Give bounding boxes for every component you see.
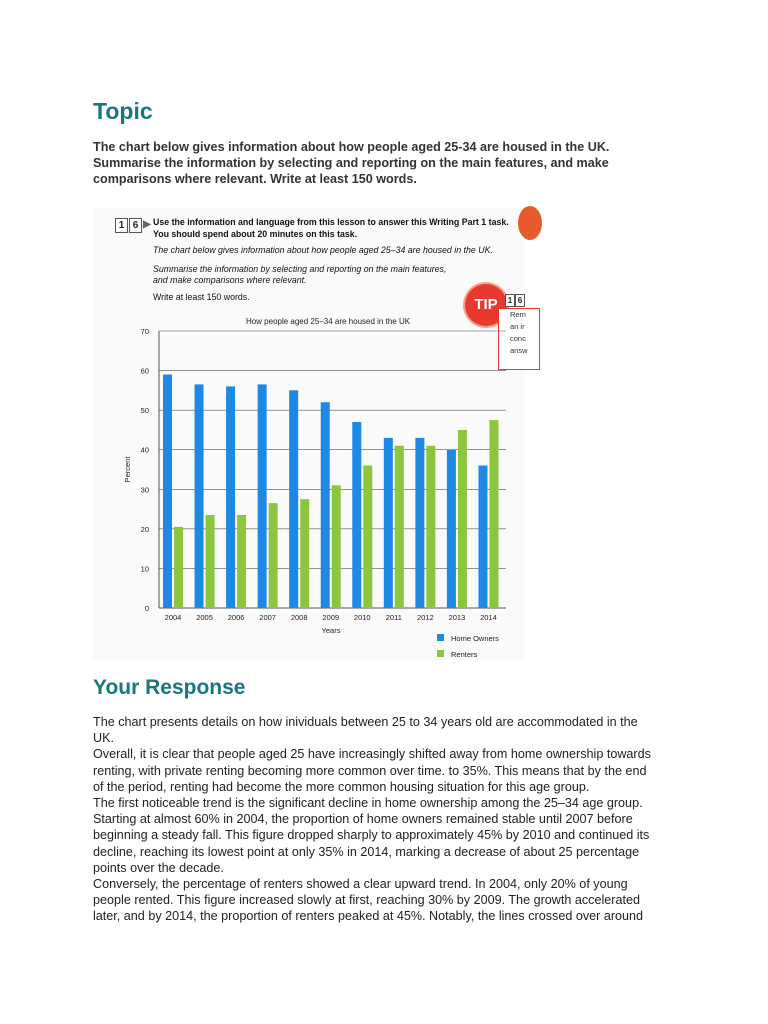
x-tick-label: 2009: [322, 613, 340, 622]
bar-home-owners: [195, 384, 204, 608]
response-line: UK.: [93, 731, 114, 746]
bar-home-owners: [321, 402, 330, 608]
y-tick-label: 0: [144, 604, 149, 613]
task-figure: [93, 208, 528, 660]
x-tick-label: 2012: [417, 613, 434, 622]
bar-home-owners: [415, 438, 424, 608]
response-line: later, and by 2014, the proportion of renters peaked at 45%. Notably, the lines crossed over around: [93, 909, 644, 924]
response-line: Conversely, the percentage of renters showed a clear upward trend. In 2004, only 20% of young: [93, 877, 628, 892]
lesson-badge-digit: 6: [129, 218, 142, 233]
bar-renters: [426, 446, 435, 608]
bar-renters: [489, 420, 498, 608]
instruction-line: You should spend about 20 minutes on this task.: [153, 229, 358, 239]
tip-badge-digit: 1: [505, 294, 515, 307]
x-tick-label: 2010: [353, 613, 371, 622]
tip-fragment: an ir: [510, 322, 525, 331]
bar-home-owners: [352, 422, 361, 608]
response-line: beginning a steady fall. This figure dropped sharply to approximately 45% by 2010 and continued its: [93, 828, 650, 843]
bar-home-owners: [384, 438, 393, 608]
response-line: Starting at almost 60% in 2004, the proportion of home owners remained stable until 2007 before: [93, 812, 633, 827]
response-line: people rented. This figure increased slowly at first, reaching 30% by 2009. The growth accelerated: [93, 893, 640, 908]
x-tick-label: 2013: [448, 613, 466, 622]
tip-lesson-badge: [505, 294, 525, 307]
bar-renters: [269, 503, 278, 608]
x-tick-label: 2005: [196, 613, 213, 622]
y-tick-label: 40: [140, 445, 149, 455]
x-tick-label: 2007: [259, 613, 276, 622]
tip-fragment: answ: [510, 346, 528, 355]
response-line: Overall, it is clear that people aged 25 have increasingly shifted away from home ownership towards: [93, 747, 651, 762]
response-line: decline, reaching its lowest point at only 35% in 2014, marking a decrease of about 25 percentage: [93, 844, 640, 859]
chart-title: How people aged 25–34 are housed in the UK: [245, 317, 411, 326]
bar-home-owners: [163, 375, 172, 608]
x-tick-label: 2011: [385, 613, 402, 622]
topic-prompt-line: The chart below gives information about how people aged 25-34 are housed in the UK.: [93, 140, 610, 154]
response-heading: Your Response: [93, 676, 246, 699]
response-line: The first noticeable trend is the significant decline in home ownership among the 25–34 age group.: [93, 796, 643, 811]
bar-home-owners: [226, 386, 235, 608]
y-tick-label: 60: [140, 366, 149, 376]
x-tick-label: 2004: [164, 613, 182, 622]
lesson-badge: [115, 218, 152, 233]
housing-bar-chart: [93, 308, 524, 660]
y-tick-label: 30: [140, 485, 149, 495]
tip-fragment: conc: [510, 334, 526, 343]
tip-badge: TIP: [465, 284, 507, 326]
y-tick-label: 70: [140, 327, 149, 336]
lesson-badge-digit: 1: [115, 218, 128, 233]
bar-renters: [363, 466, 372, 608]
decorative-circle: [518, 206, 542, 240]
topic-heading: Topic: [93, 98, 153, 124]
bar-home-owners: [478, 466, 487, 608]
instruction-line: Summarise the information by selecting and reporting on the main features,: [153, 264, 447, 274]
bar-renters: [174, 527, 183, 608]
instruction-line: and make comparisons where relevant.: [153, 275, 307, 285]
topic-prompt: [93, 139, 673, 187]
response-line: points over the decade.: [93, 860, 224, 875]
response-line: The chart presents details on how inividuals between 25 to 34 years old are accommodated in the: [93, 715, 638, 729]
bar-renters: [332, 485, 341, 608]
response-line: renting, with private renting becoming more common over time. to 35%. This means that by the end: [93, 763, 647, 778]
bar-home-owners: [447, 450, 456, 608]
tip-fragment: Rem: [510, 310, 526, 319]
bar-home-owners: [258, 384, 267, 608]
instruction-line: Use the information and language from this lesson to answer this Writing Part 1 task.: [153, 217, 509, 227]
y-axis-label: Percent: [123, 456, 132, 483]
y-tick-label: 10: [140, 564, 149, 574]
response-text: [93, 714, 671, 925]
x-tick-label: 2014: [480, 613, 497, 622]
topic-prompt-line: comparisons where relevant. Write at least 150 words.: [93, 172, 417, 186]
y-tick-label: 20: [140, 524, 149, 534]
y-tick-label: 50: [140, 406, 149, 416]
bar-renters: [206, 515, 215, 608]
bar-renters: [237, 515, 246, 608]
x-tick-label: 2006: [227, 613, 245, 622]
x-tick-label: 2008: [290, 613, 308, 622]
instruction-line: The chart below gives information about how people aged 25–34 are housed in the UK.: [153, 245, 493, 255]
instruction-line: Write at least 150 words.: [153, 292, 250, 302]
legend-label: Renters: [451, 650, 478, 659]
tip-badge-digit: 6: [515, 294, 525, 307]
bar-renters: [395, 446, 404, 608]
x-axis-label: Years: [321, 626, 341, 635]
legend-swatch: [437, 634, 444, 641]
topic-prompt-line: Summarise the information by selecting and reporting on the main features, and make: [93, 156, 609, 170]
arrow-right-icon: ▶: [143, 219, 151, 230]
bar-renters: [300, 499, 309, 608]
response-line: of the period, renting had become the more common housing situation for this age group.: [93, 779, 590, 794]
legend-label: Home Owners: [451, 634, 499, 643]
bar-home-owners: [289, 390, 298, 608]
bar-renters: [458, 430, 467, 608]
legend-swatch: [437, 650, 444, 657]
